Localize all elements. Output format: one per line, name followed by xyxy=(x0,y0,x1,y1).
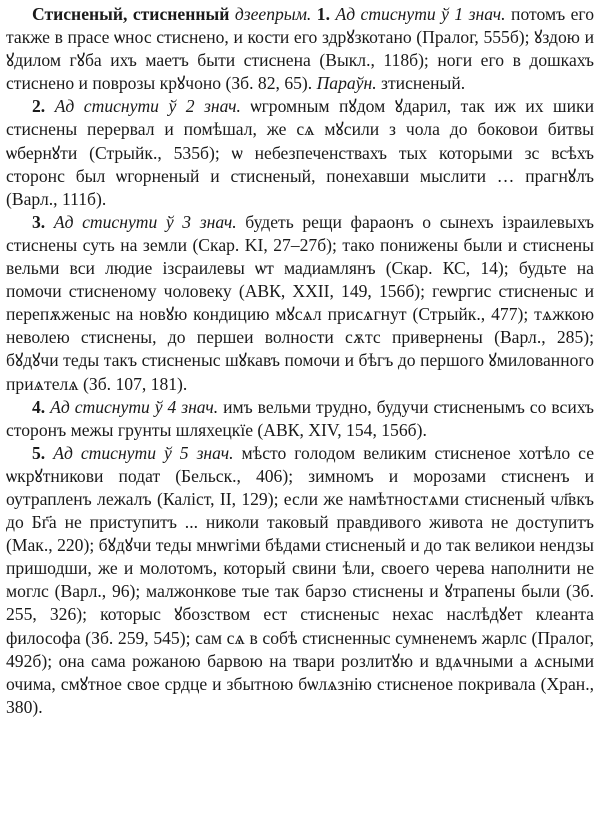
sense-4-paragraph xyxy=(6,396,594,442)
headword: Стисненый, стисненный xyxy=(32,4,230,24)
sense-number: 5. xyxy=(32,442,46,463)
sense-citations: ѡгромным пꙋдом ꙋдарил, так иж их шики стиснены перервал и помѣшал, же сѧ мꙋсили з чола до боковои битвы ѡбернꙋти (Стрыйк., 535б); ѡ небезпеченствахъ тых которыми зс всѣхъ сторонс был ѡгорненый и стисненый, понехавши мыслити … прагнꙋлъ (Варл., 111б). xyxy=(6,96,594,209)
sense-1-paragraph xyxy=(6,3,594,95)
sense-definition: Ад стиснути ў 2 знач. xyxy=(54,96,241,117)
sense-definition: Ад стиснути ў 1 знач. xyxy=(335,4,506,24)
part-of-speech: дзеепрым. xyxy=(234,4,312,24)
variant-label: Параўн. xyxy=(316,73,377,94)
sense-number: 4. xyxy=(32,396,46,417)
sense-citations: будеть рещи фараонъ о сынехъ ізраилевыхъ стиснены суть на земли (Скар. KI, 27–27б); тако понижены были и стиснены вельми вси людие ізсраилевы ѡт мадиамлянъ (Скар. КС, 14); будьте на помочи стисненому чоловеку (АВК, XXII, 149, 156б); геѡргис стисненыс и перепѫженыс на новꙋю кондицию мꙋсѧл присѧгнут (Стрыйк., 477); тѧжкою неволею стиснены, до першеи волности сѫтс привернены (Варл., 285); бꙋдꙋчи теды такъ стисненыс шꙋкавъ помочи и бѣгъ до першого ꙋмилованного приѧтелѧ (Зб. 107, 181). xyxy=(6,211,594,394)
sense-number: 3. xyxy=(32,211,46,232)
variant-form: зтисненый. xyxy=(381,73,466,94)
sense-number: 1. xyxy=(316,4,330,24)
sense-5-paragraph xyxy=(6,442,594,719)
sense-citations: мѣсто голодом великим стисненое хотѣло се ѡкрꙋтникови подат (Бельск., 406); зимномъ и морозами стисненъ и оутрапленъ лежалъ (Каліст, II, 129); если же намѣтностѧми стисненый чл҃вкъ до Бг҃а не приступитъ ... николи таковый правдивого живота не доступитъ (Мак., 220); бꙋдꙋчи теды мнѡгіми бѣдами стисненый и до так великои нендзы пришодши, же и молотомъ, который свини ѣли, своего черева наполнити не моглс (Варл., 96); малжонкове тые так барзо стиснены и ꙋтрапены были (Зб. 255, 326); которыс ꙋбозством ест стисненыс нехас наслѣдꙋет клеанта философа (Зб. 259, 545); сам сѧ в собѣ стисненныс сумненемъ жарлс (Пралог, 492б); она сама рожаною барвою на твари розлитꙋю и вдѧчными а ѧсными очима, смꙋтное свое срдце и збытною бѡлѧзнію стисненое покривала (Хран., 380). xyxy=(6,442,595,717)
sense-definition: Ад стиснути ў 4 знач. xyxy=(50,396,219,417)
dictionary-entry xyxy=(6,3,594,719)
sense-definition: Ад стиснути ў 5 знач. xyxy=(53,442,234,463)
sense-citations: имъ вельми трудно, будучи стисненымъ со всихъ сторонъ межы грунты шляхецкїе (АВК, XIV, 154, 156б). xyxy=(6,396,594,440)
sense-3-paragraph xyxy=(6,211,594,396)
sense-2-paragraph xyxy=(6,95,594,210)
sense-definition: Ад стиснути ў 3 знач. xyxy=(53,211,237,232)
sense-citations: потомъ его также в прасе ѡнос стиснено, и кости его здрꙋзкотано (Пралог, 555б); ꙋздою и ꙋдилом гꙋба ихъ маетъ быти стиснена (Выкл., 118б); ноги его в дошкахъ стиснено и поврозы крꙋчоно (Зб. 82, 65). xyxy=(6,4,595,94)
sense-number: 2. xyxy=(32,96,46,117)
